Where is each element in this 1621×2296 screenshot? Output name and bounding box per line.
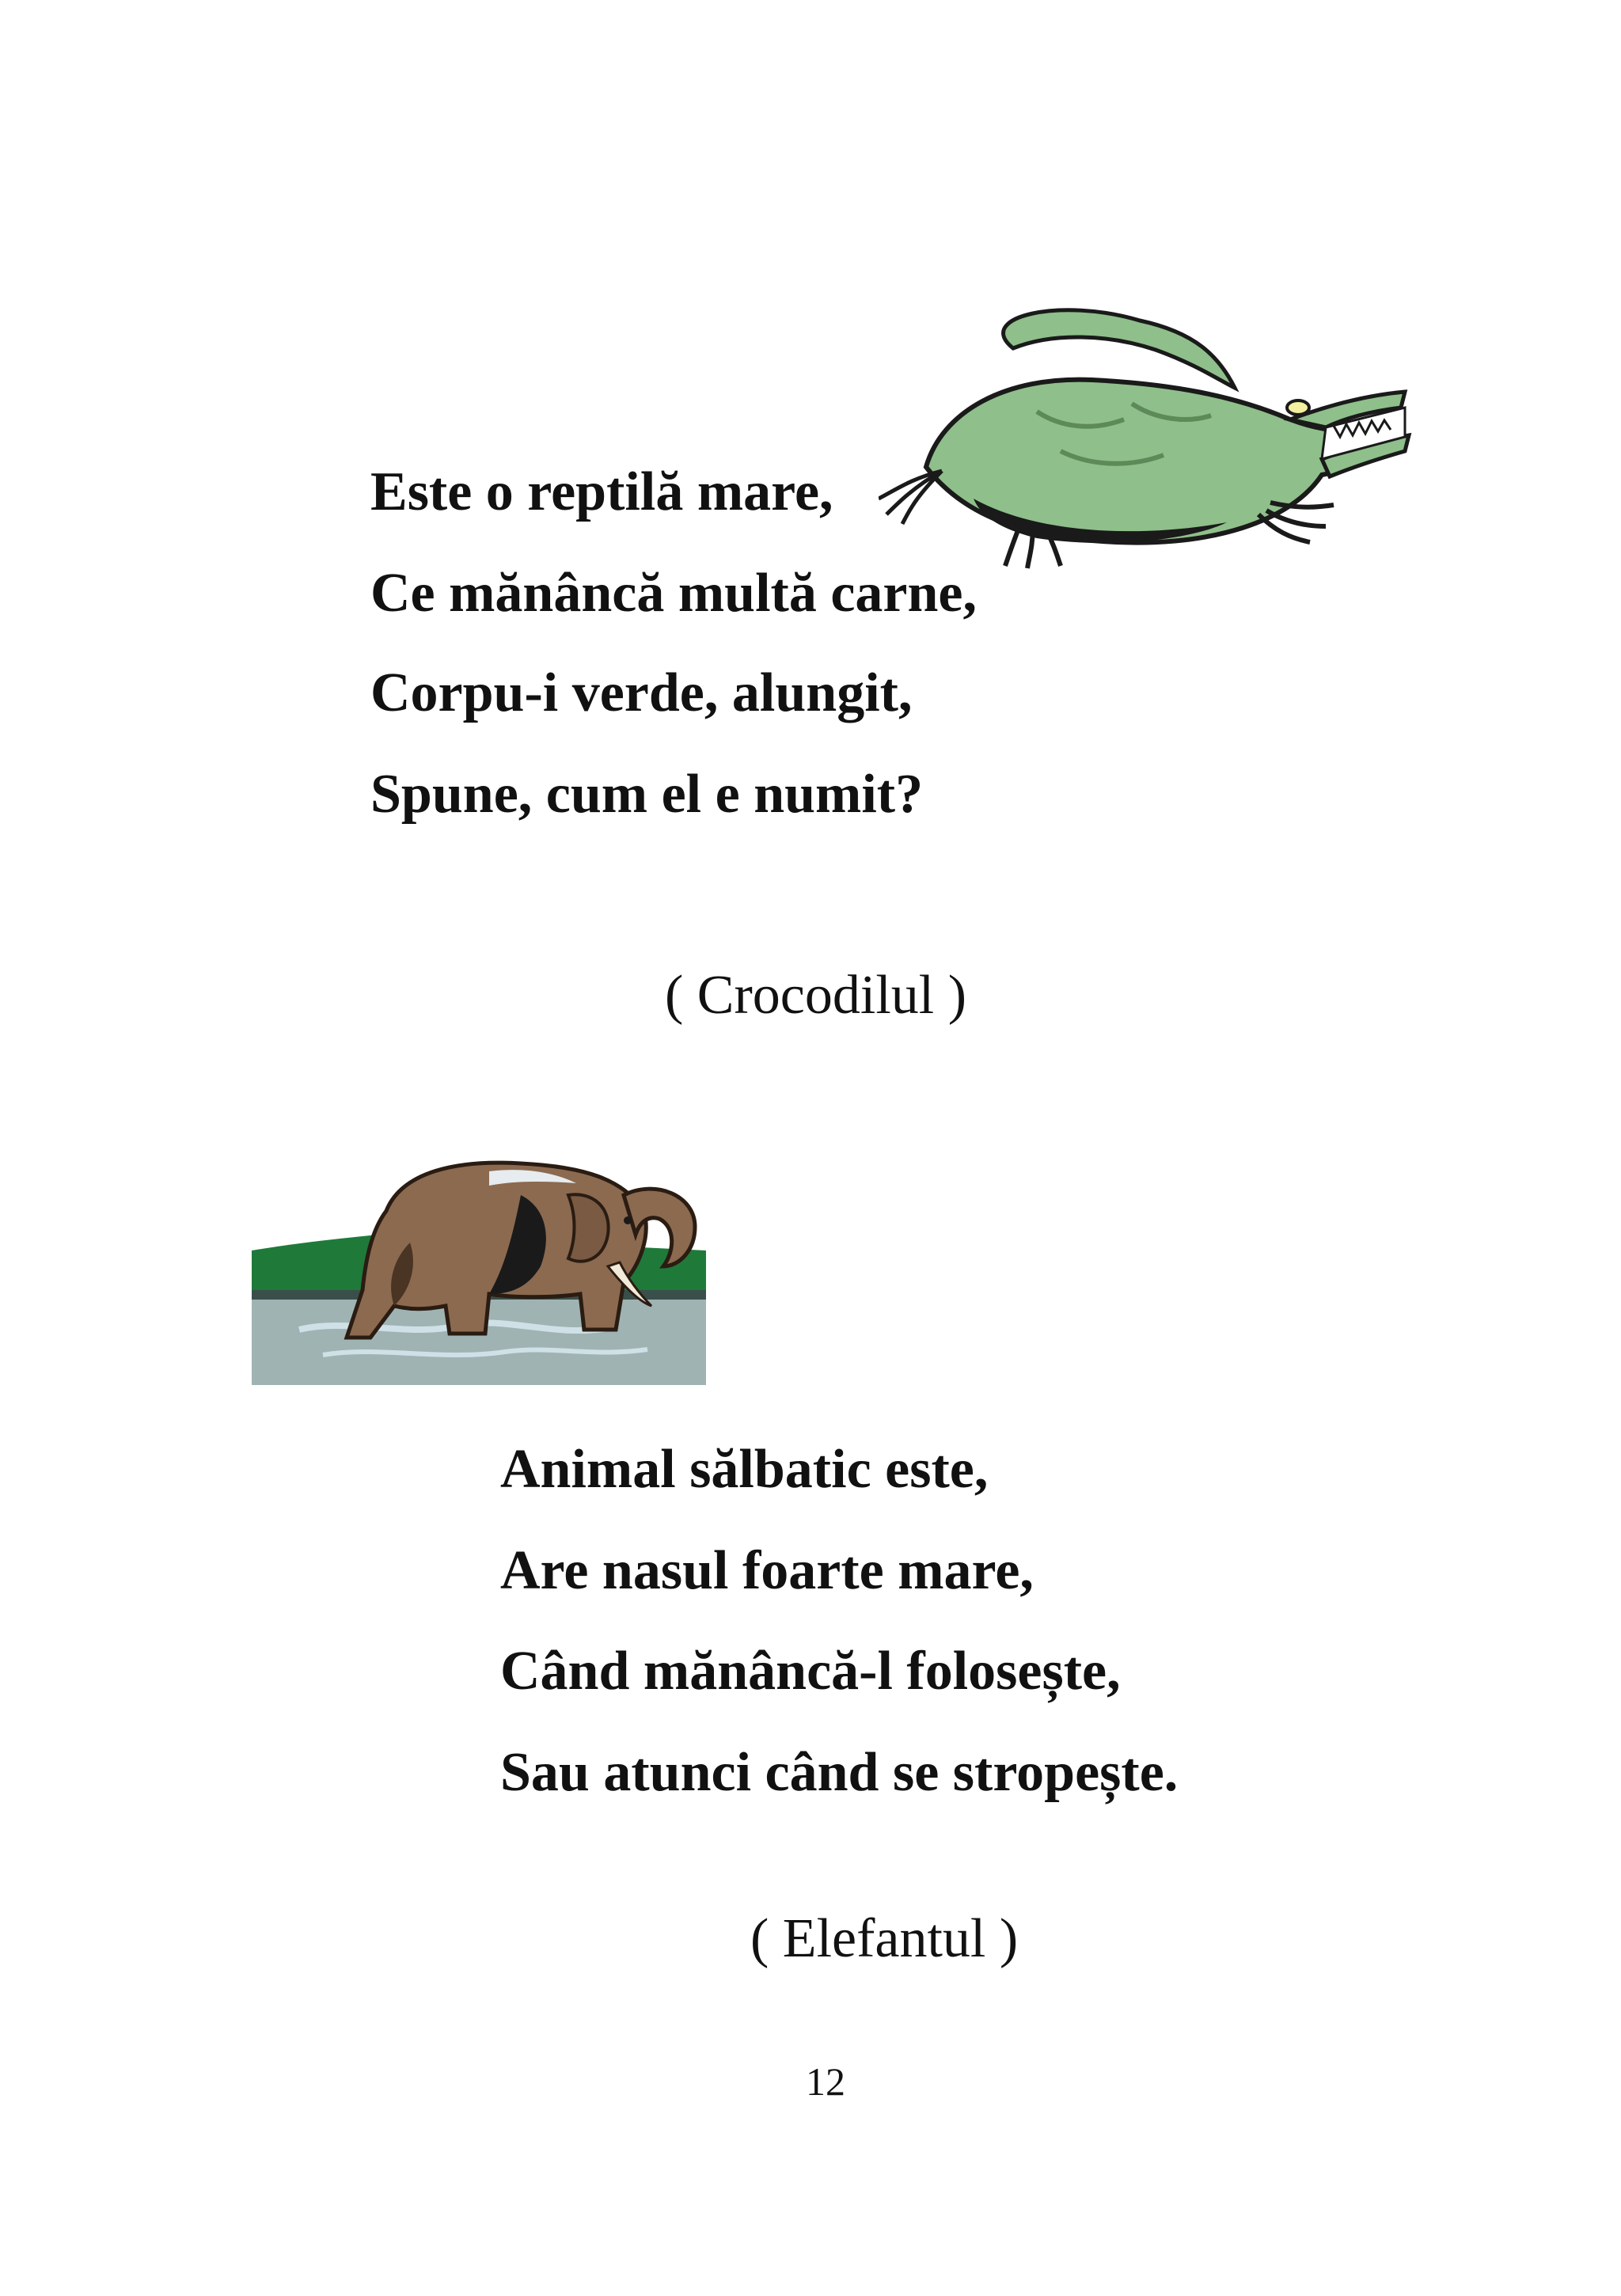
- riddle1-line-2: Ce mănâncă multă carne,: [370, 563, 978, 624]
- riddle2-line-3: Când mănâncă-l folosește,: [500, 1641, 1121, 1702]
- riddle2-answer: ( Elefantul ): [750, 1908, 1019, 1969]
- riddle1-line-1: Este o reptilă mare,: [370, 461, 833, 522]
- riddle2-line-4: Sau atunci când se stropește.: [500, 1742, 1179, 1803]
- page-number: 12: [806, 2059, 845, 2104]
- elephant-icon: [252, 1148, 706, 1385]
- riddle1-line-3: Corpu-i verde, alungit,: [370, 662, 913, 723]
- riddle1-answer: ( Crocodilul ): [665, 965, 967, 1026]
- crocodile-icon: [879, 301, 1417, 570]
- riddle1-line-4: Spune, cum el e numit?: [370, 764, 924, 825]
- riddle2-line-1: Animal sălbatic este,: [500, 1439, 989, 1500]
- riddle2-line-2: Are nasul foarte mare,: [500, 1540, 1034, 1601]
